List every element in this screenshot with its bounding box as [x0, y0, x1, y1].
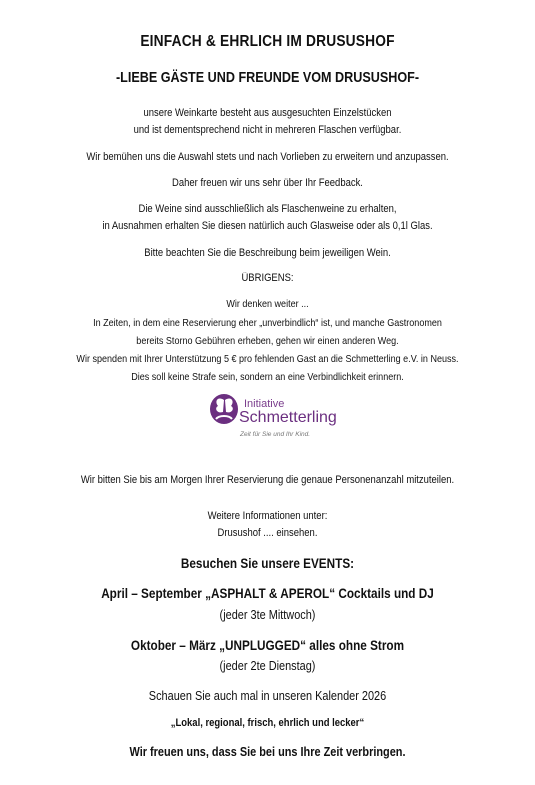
intro-line-5: Die Weine sind ausschließlich als Flaschenweine zu erhalten,	[138, 203, 397, 215]
uebrigens-line-4: Wir spenden mit Ihrer Unterstützung 5 € pro fehlenden Gast an die Schmetterling e.V. in Neuss.	[76, 353, 459, 365]
intro-line-6: in Ausnahmen erhalten Sie diesen natürlich auch Glasweise oder als 0,1l Glas.	[102, 220, 433, 232]
calendar-note: Schauen Sie auch mal in unseren Kalender 2026	[148, 688, 387, 703]
event-2-title: Oktober – März „UNPLUGGED“ alles ohne Strom	[130, 637, 405, 653]
intro-line-7: Bitte beachten Sie die Beschreibung beim jeweiligen Wein.	[144, 247, 391, 259]
uebrigens-heading: ÜBRIGENS:	[241, 272, 294, 284]
slogan: „Lokal, regional, frisch, ehrlich und lecker“	[170, 717, 365, 729]
reservation-note: Wir bitten Sie bis am Morgen Ihrer Reservierung die genaue Personenanzahl mitzuteilen.	[80, 474, 455, 486]
intro-line-3: Wir bemühen uns die Auswahl stets und nach Vorlieben zu erweitern und anzupassen.	[86, 151, 449, 163]
more-info-line-2: Drusushof .... einsehen.	[217, 527, 318, 539]
event-1-schedule: (jeder 3te Mittwoch)	[219, 607, 316, 622]
closing-line: Wir freuen uns, dass Sie bei uns Ihre Zeit verbringen.	[129, 744, 406, 759]
page-title: EINFACH & EHRLICH IM DRUSUSHOF	[140, 33, 395, 50]
uebrigens-line-2: In Zeiten, in dem eine Reservierung eher „unverbindlich“ ist, und manche Gastronomen	[93, 317, 442, 329]
schmetterling-logo	[209, 390, 337, 445]
butterfly-icon	[209, 392, 239, 426]
event-1-title: April – September „ASPHALT & APEROL“ Cocktails und DJ	[101, 585, 434, 601]
uebrigens-line-3: bereits Storno Gebühren erheben, gehen wir einen anderen Weg.	[136, 335, 399, 347]
intro-line-1: unsere Weinkarte besteht aus ausgesuchten Einzelstücken	[143, 107, 392, 119]
intro-line-4: Daher freuen wir uns sehr über Ihr Feedback.	[172, 177, 363, 189]
events-heading: Besuchen Sie unsere EVENTS:	[180, 555, 355, 571]
uebrigens-line-5: Dies soll keine Strafe sein, sondern an eine Verbindlichkeit erinnern.	[131, 371, 404, 383]
logo-word-schmetterling: Schmetterling	[239, 409, 337, 426]
uebrigens-line-1: Wir denken weiter ...	[226, 298, 309, 310]
logo-word-initiative: Initiative	[244, 398, 285, 410]
page-subtitle: -LIEBE GÄSTE UND FREUNDE VOM DRUSUSHOF-	[115, 69, 420, 86]
logo-tagline: Zeit für Sie und Ihr Kind.	[240, 431, 311, 438]
intro-line-2: und ist dementsprechend nicht in mehreren Flaschen verfügbar.	[133, 124, 402, 136]
more-info-line-1: Weitere Informationen unter:	[207, 510, 328, 522]
event-2-schedule: (jeder 2te Dienstag)	[219, 658, 316, 673]
